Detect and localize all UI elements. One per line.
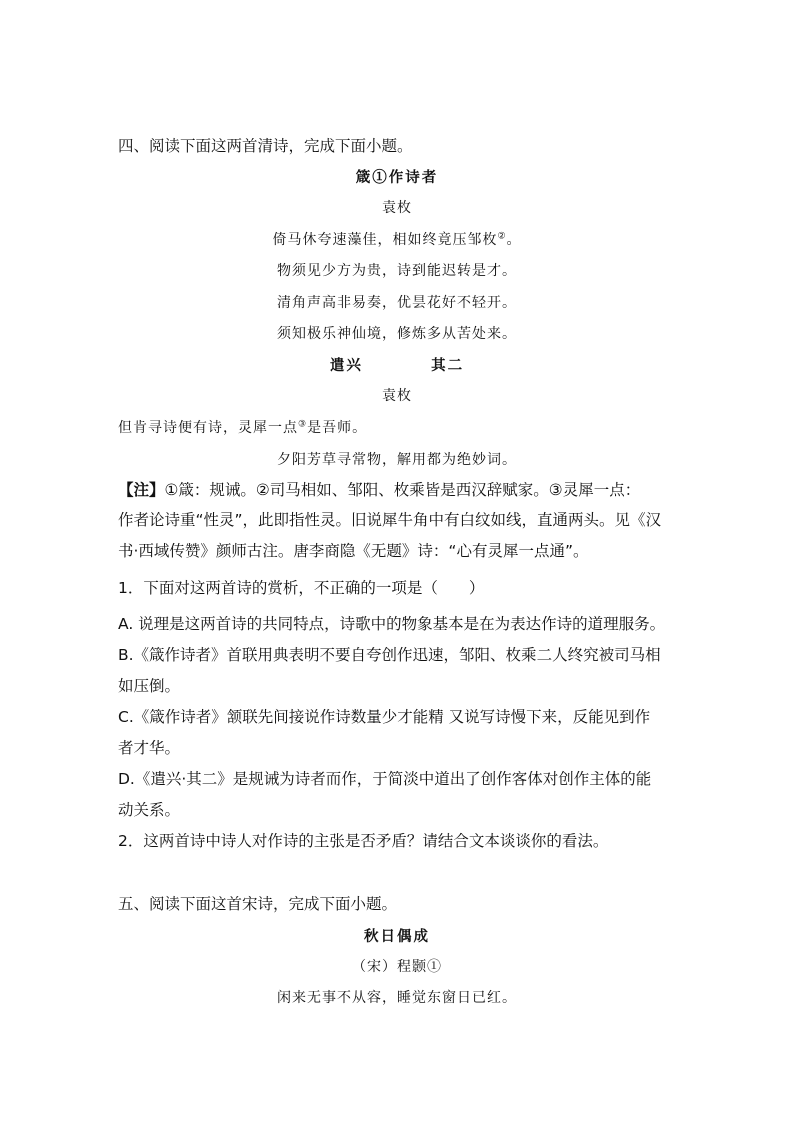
question-1: 1．下面对这两首诗的赏析，不正确的一项是（ ）: [118, 579, 485, 597]
poem1-line-1: [0, 229, 794, 249]
footnote-mark: ②: [497, 231, 507, 242]
footnote-mark: ③: [298, 419, 308, 430]
poem-line-end: 。: [506, 232, 522, 248]
poem2-title-main: 遣兴: [329, 357, 363, 374]
poem3-author: （宋）程颢①: [352, 959, 442, 975]
poem1-line-3: 清角声高非易奏，优昙花好不轻开。: [277, 295, 517, 311]
option-a: A. 说理是这两首诗的共同特点，诗歌中的物象基本是在为表达作诗的道理服务。: [118, 615, 666, 633]
poem3-line-1: 闲来无事不从容，睡觉东窗日已红。: [277, 990, 517, 1006]
poem-line-end: 是吾师。: [307, 420, 368, 436]
poem2-title-sub: 其二: [431, 357, 465, 374]
poem1-author: 袁枚: [382, 200, 412, 216]
section4-heading: 四、阅读下面这两首清诗，完成下面小题。: [118, 137, 413, 155]
note-line-2: 作者论诗重“性灵”，此即指性灵。旧说犀牛角中有白纹如线，直通两头。见《汉: [118, 511, 662, 529]
section5-heading: 五、阅读下面这首宋诗，完成下面小题。: [118, 895, 398, 913]
note-text: ①箴：规诫。②司马相如、邹阳、枚乘皆是西汉辞赋家。③灵犀一点：: [164, 481, 641, 499]
note-line-3: 书·西域传赞》颜师古注。唐李商隐《无题》诗：“心有灵犀一点通”。: [118, 542, 589, 560]
note-tag: 【注】: [118, 481, 165, 499]
option-b-line-2: 如压倒。: [118, 677, 181, 695]
poem2-line-2: 夕阳芳草寻常物，解用都为绝妙词。: [277, 452, 517, 468]
option-c-line-2: 者才华。: [118, 739, 181, 757]
poem2-title: [0, 354, 794, 375]
poem2-line-1: [118, 417, 367, 437]
option-b-line-1: B.《箴作诗者》首联用典表明不要自夸创作迅速，邹阳、枚乘二人终究被司马相: [118, 646, 661, 664]
note-line-1: [118, 478, 640, 500]
option-d-line-1: D.《遣兴·其二》是规诫为诗者而作，于简淡中道出了创作客体对创作主体的能: [118, 770, 652, 788]
poem1-title: 箴①作诗者: [355, 169, 439, 186]
poem1-line-2: 物须见少方为贵，诗到能迟转是才。: [277, 263, 517, 279]
poem-line-text: 倚马休夸速藻佳，相如终竟压邹枚: [272, 232, 498, 248]
option-c-line-1: C.《箴作诗者》颔联先间接说作诗数量少才能精 又说写诗慢下来，反能见到作: [118, 708, 651, 726]
question-2: 2．这两首诗中诗人对作诗的主张是否矛盾？请结合文本谈谈你的看法。: [118, 832, 609, 850]
option-d-line-2: 动关系。: [118, 801, 181, 819]
poem2-author: 袁枚: [382, 388, 412, 404]
poem-line-text: 但肯寻诗便有诗，灵犀一点: [118, 420, 298, 436]
poem1-line-4: 须知极乐神仙境，修炼多从苦处来。: [277, 326, 517, 342]
poem3-title: 秋日偶成: [364, 928, 430, 945]
